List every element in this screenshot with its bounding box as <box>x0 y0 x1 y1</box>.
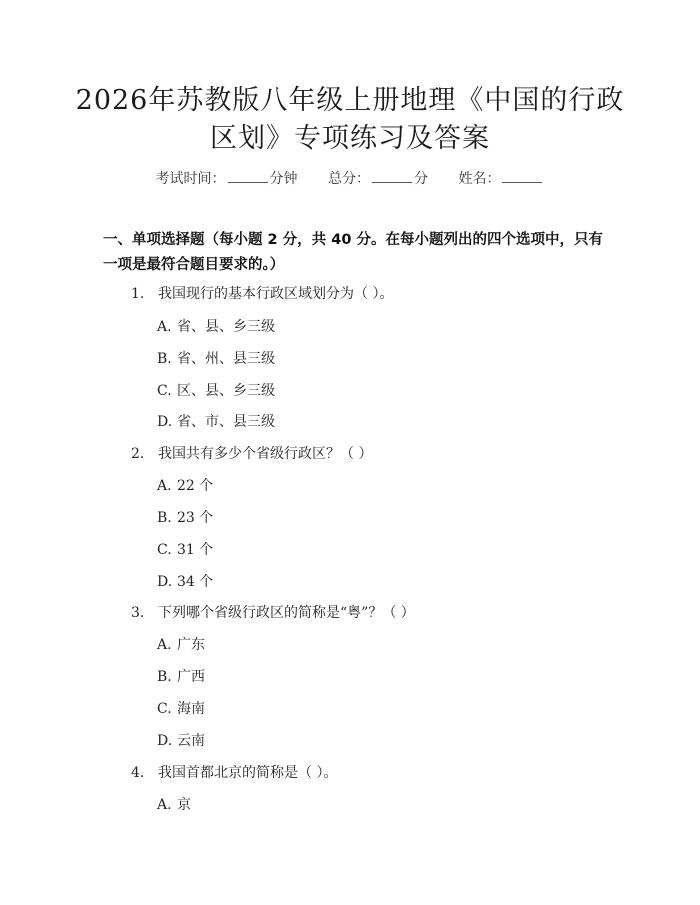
exam-time <box>156 168 298 188</box>
question-1 <box>131 283 393 303</box>
total-score-label: 总分： <box>328 171 370 187</box>
option-letter: C. <box>157 383 172 399</box>
question-text: 我国首都北京的简称是（ ）。 <box>158 765 338 781</box>
exam-time-unit: 分钟 <box>269 171 298 187</box>
total-score-blank <box>372 170 412 183</box>
q1-option-d <box>157 411 275 431</box>
q4-option-a <box>157 794 191 814</box>
question-4 <box>131 762 337 782</box>
section-heading: 一、单项选择题（每小题 2 分，共 40 分。在每小题列出的四个选项中，只有一项是最符合题目要求的。） <box>103 232 603 273</box>
total-score-unit: 分 <box>414 171 428 187</box>
option-text: 区、县、乡三级 <box>177 383 275 399</box>
document-title-line1: 2026年苏教版八年级上册地理《中国的行政 <box>75 85 625 116</box>
question-2 <box>131 443 372 463</box>
option-text: 34 个 <box>177 574 214 590</box>
question-text: 我国共有多少个省级行政区？（ ） <box>158 446 373 462</box>
option-letter: B. <box>157 351 172 367</box>
question-text: 我国现行的基本行政区域划分为（ ）。 <box>158 286 394 302</box>
option-letter: A. <box>157 637 172 653</box>
option-text: 省、市、县三级 <box>177 414 275 430</box>
q3-option-a <box>157 634 205 654</box>
option-text: 31 个 <box>177 542 214 558</box>
exam-time-blank <box>228 170 268 183</box>
student-name <box>458 168 544 188</box>
q2-option-b <box>157 507 213 527</box>
q2-option-a <box>157 475 213 495</box>
q1-option-b <box>157 348 275 368</box>
option-letter: D. <box>157 733 173 749</box>
option-text: 省、州、县三级 <box>177 351 275 367</box>
question-number: 2. <box>131 446 145 462</box>
option-letter: A. <box>157 797 172 813</box>
option-letter: C. <box>157 701 172 717</box>
option-letter: D. <box>157 414 173 430</box>
option-text: 云南 <box>177 733 205 749</box>
student-name-label: 姓名： <box>458 171 501 187</box>
option-text: 省、县、乡三级 <box>177 319 275 335</box>
question-number: 1. <box>131 286 145 302</box>
option-text: 广西 <box>177 669 205 685</box>
question-3 <box>131 602 415 622</box>
question-number: 3. <box>131 605 145 621</box>
option-text: 22 个 <box>177 478 214 494</box>
question-number: 4. <box>131 765 145 781</box>
option-letter: D. <box>157 574 173 590</box>
option-text: 海南 <box>177 701 205 717</box>
option-text: 23 个 <box>177 510 214 526</box>
option-letter: B. <box>157 510 172 526</box>
option-letter: A. <box>157 319 172 335</box>
total-score <box>328 168 428 188</box>
option-text: 广东 <box>177 637 205 653</box>
option-letter: B. <box>157 669 172 685</box>
student-name-blank <box>502 170 542 183</box>
question-text: 下列哪个省级行政区的简称是“粤”？（ ） <box>158 605 415 621</box>
q3-option-d <box>157 730 205 750</box>
q3-option-c <box>157 698 205 718</box>
q2-option-d <box>157 571 213 591</box>
option-text: 京 <box>177 797 191 813</box>
exam-meta <box>0 168 700 188</box>
q1-option-a <box>157 316 275 336</box>
option-letter: C. <box>157 542 172 558</box>
exam-time-label: 考试时间： <box>155 171 226 187</box>
q2-option-c <box>157 539 213 559</box>
q3-option-b <box>157 666 205 686</box>
option-letter: A. <box>157 478 172 494</box>
document-title-line2: 区划》专项练习及答案 <box>210 123 490 154</box>
q1-option-c <box>157 380 275 400</box>
